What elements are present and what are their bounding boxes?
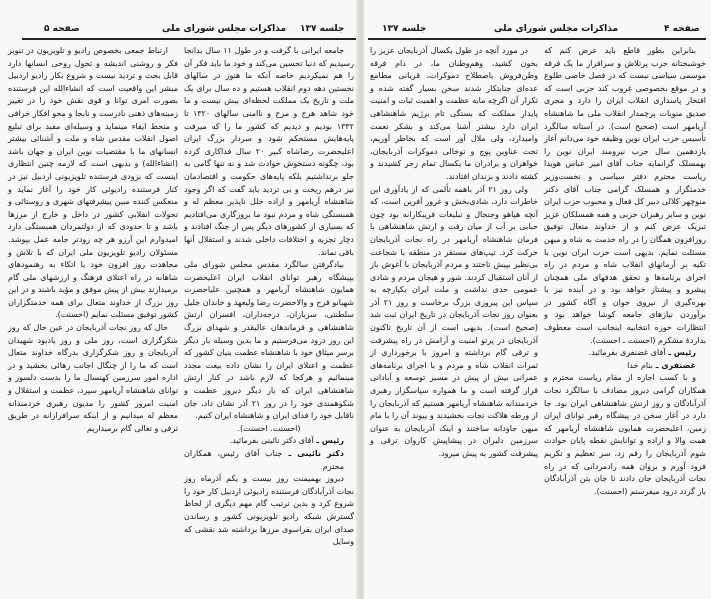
- speaker-text: جناب آقای رئیس، همکاران محترم: [184, 449, 344, 471]
- paragraph: جامعه ایرانی با گرفت و در طول ۱۱ سال بدانجا رسیدیم که دنیا تحسین می‌کند و خود ما باید فکر آن را هم نمیکردیم خاصه آنکه ما هنوز در سالهای نخستین دهه دوم انقلاب هستیم و ده سال برای یک ملت و تاریخ یک مملکت لحظه‌ای بیش نیست و ما خود شاهد هرج و مرج و ناامنی سالهای ۱۳۲۰ تا ۱۳۳۲ بودیم و دیدیم که کشور ما را که میرفت پایه‌هایش مستحکم شود و سردار بزرگ ایران اعلیحضرت رضاشاه کبیر ۲۰ سال فداکاری کرده بود، چگونه دستخوش حوادث شد و نه تنها گامی به جلو برنداشتیم بلکه پایه‌های حکومت و اقتصادمان نیز درهم ریخت و بی تردید باید گفت که اگر وجود شاهنشاه آریامهر و اراده خلل ناپذیر معظم له و همبستگی شاه و مردم نبود ما بروزگاری می‌افتادیم که بسیاری از کشورهای دیگر پس از جنگ افتادند و دچار تجزیه و اختلافات داخلی شدند و استقلال آنها باقی نماند.: [184, 46, 354, 257]
- publication-title: مذاکرات مجلس شورای ملی: [162, 24, 287, 34]
- speaker-line: [184, 435, 354, 448]
- publication-title: مذاکرات مجلس شورای ملی: [494, 24, 619, 34]
- speaker-text: آقای دکتر نائینی بفرمائید.: [229, 436, 314, 446]
- paragraph: ارتباط جمعی بخصوص رادیو و تلویزیون در تنویر فکر و روشنی اندیشه و تحول روحی انسانها دارد قابل بحث و تردید نیست و شروع بکار رادیو اردبیل مبشر این واقعیت است که انشاءالله این فرستنده بصورت امری توانا و قوی نقش خود را در تغییر زمینه‌های ذهنی نادرست و نابجا و محو افکار خرافی و منحط ایفاء مینماید و وسیله‌ای مفید برای تبلیغ اصول انقلاب مقدس شاه و ملت و آشنائی بیشتر انسانهای ما با مقتضیات نوین ایران و جهان باشد (انشاءالله) و بدیهی است که لازمه چنین انتظاری اینست که بزودی فرستنده تلویزیونی اردبیل نیز در کنار فرستنده رادیوئی کار خود را آغاز نماید و منعکس کننده مبین پیشرفتهای شهری و روستائی و تحولات انقلابی کشور در داخل و خارج از مرزها باشد و تا حدودی که از دولتمردان همبستگی دارد امیدوارم این آرزو هر چه زودتر جامه عمل بپوشد. مسئولان رادیو تلویزیون ملی ایران که با تلاش و مجاهدت روز افزون خود با اتکاء به رهنمودهای شاهانه در راه اعتلای فرهنگ و ارزشهای ملی گام برمیدارند بیش از پیش موفق و مؤید باشند و در این روز بزرگ از خداوند متعال برای همه خدمتگزاران کشور توفیق مسئلت نمایم (احسنت).: [8, 46, 178, 320]
- paragraph: ولی روز ۲۱ آذر باهمه تألمی که از یادآوری این خاطرات دارد، شادی‌بخش و غرور آفرین است، که آنچه هیاهو وجنجال و تبلیغات فریبکارانه بود چون حبابی بر آب از میان رفت و ارتش شاهنشاهی با فرمان شاهنشاه آریامهر در راه نجات آذربایجان حرکت کرد. تیپ‌های مستقر در منطقه با شجاعت بی‌نظیر بپیش تاختند و مردم آذربایجان با آغوش باز از آنان استقبال کردند. شور و هیجان مردم و شادی عمومی حدی نداشت و ملت ایران یکپارچه به سپاس این پیروزی بزرگ برخاست و روز ۲۱ آذر بعنوان روز نجات آذربایجان در تاریخ ایران ثبت شد (صحیح است). بدیهی است از آن تاریخ تاکنون آذربایجان در پرتو امنیت و آرامش در راه پیشرفت و ترقی گام برداشته و امروز با برخورداری از ثمرات انقلاب شاه و مردم و با اجرای برنامه‌های عمرانی بیش از پیش در مسیر توسعه و آبادانی قرار گرفته است و ما همواره سپاسگزار رهبری خردمندانه شاهنشاه آریامهر هستیم که آذربایجان را از ورطه هلاکت نجات بخشیدند و پیوند آن را با مام میهن جاودانه ساختند و اینک آذربایجان به عنوان سرزمین دلیران در پیشاپیش کاروان ترقی و پیشرفت کشور به پیش میرود.: [370, 184, 538, 458]
- speaker-line: [544, 347, 706, 360]
- speaker-text: بنام خدا: [627, 360, 654, 370]
- text-column-right: [544, 45, 706, 498]
- session-number: جلسه ۱۳۷: [300, 24, 345, 34]
- paragraph: بیادگرفتن سالگرد مقدس مجلس شورای ملی بپیشگاه رهبر توانای انقلاب ایران اعلیحضرت همایون شاهنشاه آریامهر و همچنین علیاحضرت شهبانو فرح و والاحضرت رضا ولیعهد و خاندان جلیل سلطنتی، سربازان، درجه‌داران، افسران ارتش شاهنشاهی و فرماندهان عالیقدر و شهدای بزرگ این روز درود می‌فرستیم و ما بدین وسیله بار دیگر برسر میثاق خود با شاهنشاه عظمت بنیان کشور که عظمت و اعتلای ایران را نشان داده بیعت مجدد مینمائیم و هرکجا که لازم باشد در کنار ارتش شاهنشاهی ایران که بار دیگر دیروز عظمت و شکوهمندی خود را در روز ۲۱ آذر نشان داد، جان ناقابل خود را فدای ایران و شاهنشاه ایران کنیم.: [184, 260, 354, 421]
- speaker-line: [544, 360, 706, 373]
- applause-note: (احسنت. احسنت).: [237, 423, 301, 433]
- page-number: صفحه ۵: [44, 24, 80, 34]
- paragraph: بنابراین بطور قاطع باید عرض کنم که خوشبختانه حزب پرتلاش و سرافراز ما یک فرقه موسمی سیاسی نیست که در فصل خاصی طلوع و در موقع بخصوصی غروب کند حزبی است که افتخار پاسداری انقلاب ایران را دارد و مجری صدیق منویات پرچمدار انقلاب ملی ما شاهنشاه آریامهر است (صحیح است). در آستانه سالگرد تأسیس حزب ایران نوین وظیفه خود می‌دانم آغاز یازدهمین سال حزب نیرومند ایران نوین را بهمسلک گرانمایه جناب آقای امیر عباس هویدا ریاست محترم دفتر سیاسی و نخست‌وزیر خدمتگزار و همسلک گرامی جناب آقای دکتر منوچهر کلالی دبیر کل فعال و محبوب حزب ایران نوین و سایر رهبران حزبی و همه همسلکان عزیز تبریک عرض کنم و از خداوند متعال توفیق روزافزون همگان را در راه خدمت به شاه و میهن مسئلت نمایم. بدیهی است حزب ایران نوین با تکیه بر آرمانهای انقلاب شاه و مردم در راه اجرای برنامه‌ها و تحقق هدفهای ملی همچنان پیشرو و پیشتاز خواهد بود و در آینده نیز با بهره‌گیری از نیروی جوان و آگاه کشور در برآوردن نیازهای جامعه کوشا خواهد بود و انتظارات حوزه انتخابیه اینجانب است معطوف بداردهٔ مشکرم (احسنت ـ احسنت).: [544, 46, 706, 345]
- speaker-name: غضنفری ـ: [653, 360, 696, 370]
- speaker-name: دکتر نائینی ـ: [282, 449, 344, 458]
- paragraph: دیروز بهمیمنت روز بیست و یکم آذرماه روز نجات آذرآبادگان فرستنده رادیوئی اردبیل کار خود را شروع کرد و بدین ترتیب گام مهم دیگری از لحاظ گسترش شبکه رادیو تلویزیونی کشور و رساندن صدای ایران بفراسوی مرزها برداشته شد نقشی که وسایل: [184, 474, 354, 547]
- header-rule: [368, 38, 706, 40]
- paragraph: و با کسب اجازه از مقام ریاست محترم و همکاران گرامی دیروز مصادف با سالگرد نجات آذرآبادگان و روز ارتش شاهنشاهی ایران بود. جا دارد در آغاز سخن در پیشگاه رهبر توانای ایران زمین، اعلیحضرت همایون شاهنشاه آریامهر که همت والا و اراده و توانایش نقطه پایان حوادث شوم آذربایجان را رقم زد، سر تعظیم و تکریم فرود آورم و بروان همه رادمردانی که در راه نجات آذربایجان جان دادند تا جان بتن آذرآبادگان باز گردد درود میفرستم (احسنت).: [544, 373, 706, 496]
- speaker-text: آقای غضنفری بفرمائید.: [588, 348, 666, 358]
- speaker-name: رئیس ـ: [313, 436, 344, 446]
- page-number: صفحه ۴: [664, 24, 700, 34]
- speaker-name: رئیس ـ: [665, 348, 696, 358]
- paragraph: حال که روز نجات آذربایجان در عین حال که روز شکرگزاری است، روز ملی و روز یادبود شهیدان آذربایجان و روز شکرگزاری بدرگاه خداوند متعال است که ما را از چنگال اجانب رهائی بخشید و در اداره امور سرزمین کهنسال ما را بدست دلسوز و توانای شاهنشاه آریامهر سپرد، عظمت و استقلال و امنیت امروز کشور را مدیون رهبری خردمندانه معظم له میدانیم و از اینکه سرافرازانه در طریق ترقی و تعالی گام برمیداریم: [8, 323, 178, 433]
- text-column-right: [184, 45, 354, 549]
- text-column-left: [370, 45, 538, 461]
- paragraph: در مورد آنچه در طول یکسال آذربایجان عزیز را بخون کشید، وهم‌وطنان ما، در دام فرقه وطن‌فروش باصطلاح دموکرات، قربانی مطامع عده‌ای جنایتکار شدند سخن بسیار گفته شده و تکرار آن اگرچه مایه عظمت و اهمیت ثبات و امنیت پایدار مملکت که بستگی تام برژیم شاهنشاهی ایران دارد بیشتر آشنا می‌کند و بشکر نعمت وامیدارد، ولی ملال آور است که بخاطر آوریم، تحت عناوین پوچ و توخالی دموکرات آذربایجان، خواهران و برادران ما یکسال تمام زجر کشیدند و کشته دادند و بزندان افتادند.: [370, 46, 538, 181]
- session-number: جلسه ۱۳۷: [382, 24, 427, 34]
- right-page: [364, 0, 711, 599]
- header-rule: [22, 38, 356, 40]
- text-column-left: [8, 45, 178, 435]
- speaker-line: [184, 448, 354, 473]
